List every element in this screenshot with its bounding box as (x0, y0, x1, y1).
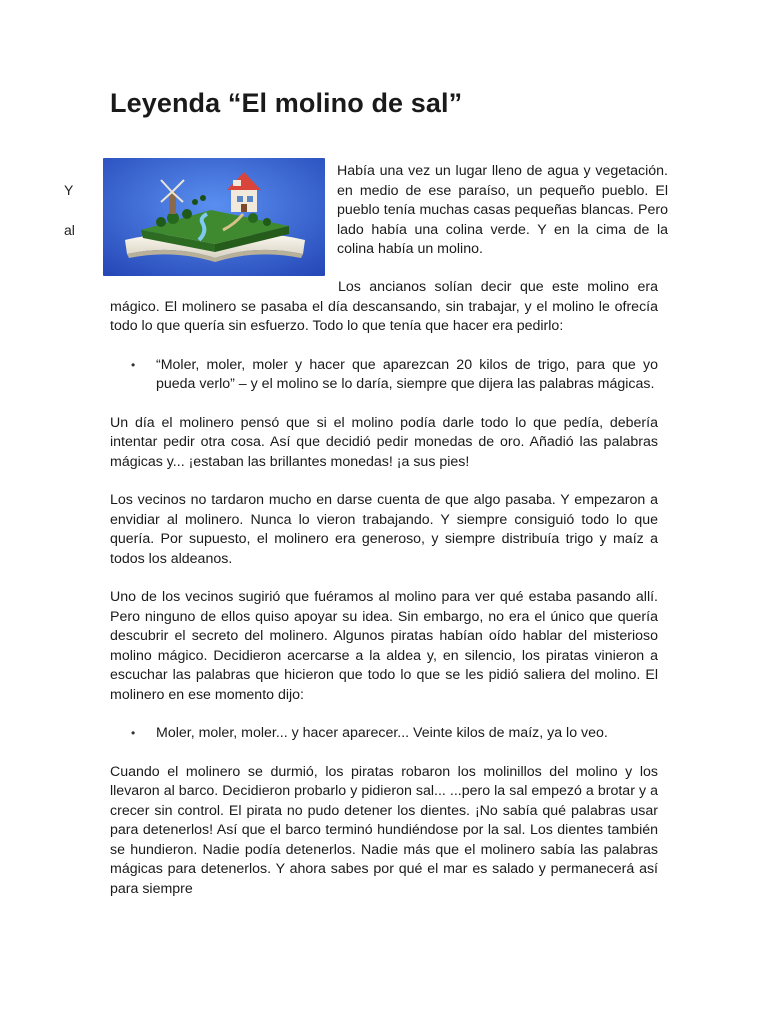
paragraph: Los vecinos no tardaron mucho en darse cuenta de que algo pasaba. Y empezaron a envidiar al molinero. Nunca lo vieron trabajando. Y siempre consiguió todo lo que quería. Por supuesto, el molinero era generoso, y siempre distribuía trigo y maíz a todos los aldeanos. (110, 492, 658, 567)
bullet-list (110, 356, 658, 395)
list-item (131, 356, 658, 395)
story-illustration (103, 158, 325, 276)
margin-word-y: Y (64, 182, 74, 198)
story-body (110, 278, 658, 918)
paragraph: Un día el molinero pensó que si el molino podía darle todo lo que pedía, debería intentar pedir otra cosa. Así que decidió pedir monedas de oro. Añadió las palabras mágicas y... ¡estaban las brillantes monedas! ¡a sus pies! (110, 414, 658, 470)
margin-word-al: al (64, 222, 75, 238)
list-item (131, 724, 658, 744)
book-illustration-image (103, 158, 325, 276)
list-item-text: Moler, moler, moler... y hacer aparecer... Veinte kilos de maíz, ya lo veo. (156, 725, 608, 741)
bullet-icon: • (131, 357, 136, 372)
intro-paragraph: Había una vez un lugar lleno de agua y vegetación. en medio de ese paraíso, un pequeño pueblo. El pueblo tenía muchas casas pequeñas blancas. Pero lado había una colina verde. Y en la cima de la colina había un molino. (337, 163, 668, 257)
bullet-list (110, 724, 658, 744)
list-item-text: “Moler, moler, moler y hacer que aparezcan 20 kilos de trigo, para que yo pueda verlo” – y el molino se lo daría, siempre que dijera las palabras mágicas. (156, 356, 658, 392)
page-title: Leyenda “El molino de sal” (110, 88, 463, 118)
bullet-icon: • (131, 726, 136, 740)
paragraph: Cuando el molinero se durmió, los piratas robaron los molinillos del molino y los llevaron al barco. Decidieron probarlo y pidieron sal... ...pero la sal empezó a brotar y a crecer sin control. El pirata no pudo detener los dientes. ¡No sabía qué palabras usar para detenerlos! Así que el barco terminó hundiéndose por la sal. Los dientes también se hundieron. Nadie podía detenerlos. Nadie más que el molinero sabía las palabras mágicas para detenerlos. Y ahora sabes por qué el mar es salado y permanecerá así para siempre (110, 763, 658, 897)
paragraph: Los ancianos solían decir que este molino era mágico. El molinero se pasaba el día descansando, sin trabajar, y el molino le ofrecía todo lo que quería sin esfuerzo. Todo lo que tenía que hacer era pedirlo: (110, 279, 658, 334)
paragraph: Uno de los vecinos sugirió que fuéramos al molino para ver qué estaba pasando allí. Pero ninguno de ellos quiso apoyar su idea. Sin embargo, no era el único que quería descubrir el secreto del molinero. Algunos piratas habían oído hablar del misterioso molino mágico. Decidieron acercarse a la aldea y, en silencio, los piratas vinieron a escuchar las palabras que hicieron que todo lo que se les pidió saliera del molino. El molinero en ese momento dijo: (110, 589, 658, 703)
